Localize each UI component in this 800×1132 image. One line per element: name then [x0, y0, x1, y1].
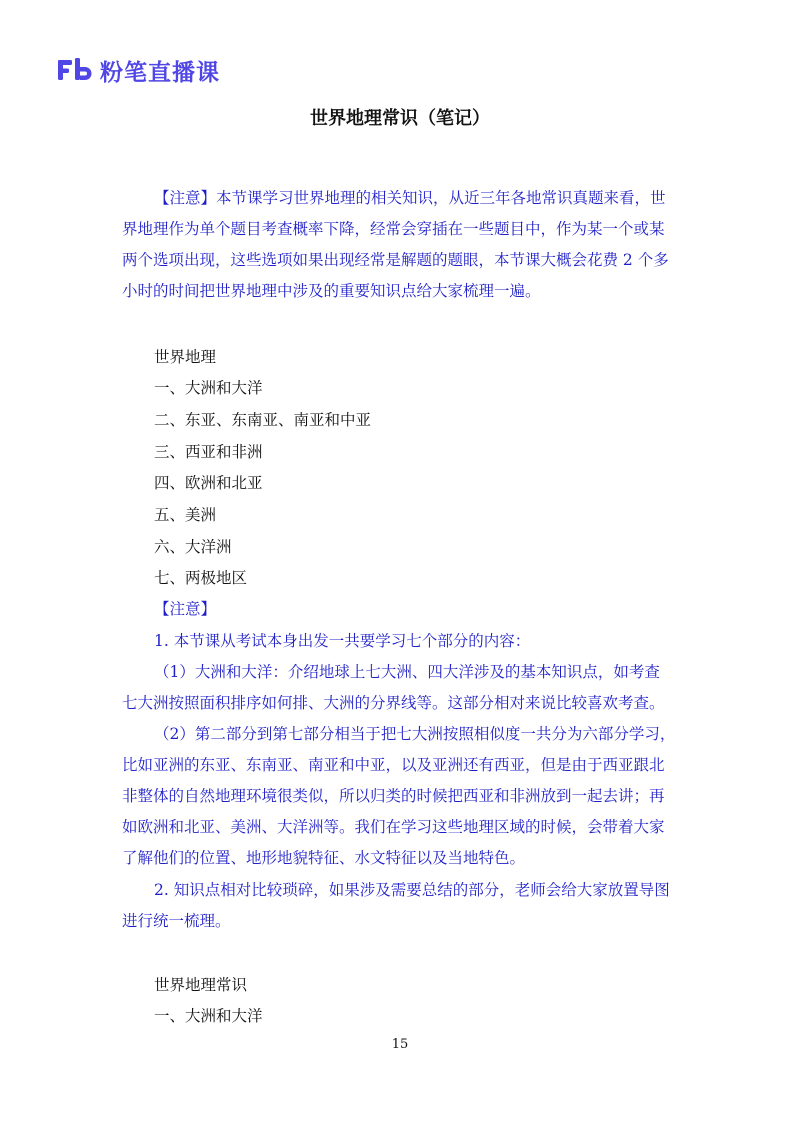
brand-logo [58, 56, 220, 84]
intro-note-line: 小时的时间把世界地理中涉及的重要知识点给大家梳理一遍。 [122, 282, 541, 300]
notes-line: 2. 知识点相对比较琐碎，如果涉及需要总结的部分，老师会给大家放置导图 [154, 881, 670, 899]
notes-line: （2）第二部分到第七部分相当于把七大洲按照相似度一共分为六部分学习， [154, 725, 676, 743]
intro-note-line: 界地理作为单个题目考查概率下降，经常会穿插在一些题目中，作为某一个或某 [122, 220, 665, 238]
notes-line: 进行统一梳理。 [122, 912, 231, 930]
notes-line: 非整体的自然地理环境很类似，所以归类的时候把西亚和非洲放到一起去讲；再 [122, 787, 665, 805]
outline-item: 四、欧洲和北亚 [154, 474, 263, 492]
notes-line: 如欧洲和北亚、美洲、大洋洲等。我们在学习这些地理区域的时候，会带着大家 [122, 818, 665, 836]
outline-item: 五、美洲 [154, 506, 217, 524]
fb-logo-icon [58, 58, 94, 82]
outline-item: 一、大洲和大洋 [154, 379, 263, 397]
notes-line: 1. 本节课从考试本身出发一共要学习七个部分的内容： [154, 632, 531, 650]
notes-line: （1）大洲和大洋：介绍地球上七大洲、四大洋涉及的基本知识点，如考查 [154, 663, 660, 681]
notes-line: 了解他们的位置、地形地貌特征、水文特征以及当地特色。 [122, 849, 526, 867]
outline-heading: 世界地理 [154, 348, 217, 366]
outline-item: 二、东亚、东南亚、南亚和中亚 [154, 411, 372, 429]
notes-heading: 【注意】 [154, 600, 217, 618]
outline-item: 三、西亚和非洲 [154, 443, 263, 461]
intro-note-line: 两个选项出现，这些选项如果出现经常是解题的题眼，本节课大概会花费 2 个多 [122, 251, 669, 269]
outline-item: 六、大洋洲 [154, 538, 232, 556]
page-number: 15 [391, 1037, 409, 1052]
intro-note-line: 【注意】本节课学习世界地理的相关知识，从近三年各地常识真题来看，世 [154, 189, 666, 207]
brand-name: 粉笔直播课 [100, 59, 220, 86]
section-heading: 世界地理常识 [154, 976, 248, 994]
section-item: 一、大洲和大洋 [154, 1007, 263, 1025]
notes-line: 比如亚洲的东亚、东南亚、南亚和中亚，以及亚洲还有西亚，但是由于西亚跟北 [122, 756, 665, 774]
notes-line: 七大洲按照面积排序如何排、大洲的分界线等。这部分相对来说比较喜欢考查。 [122, 694, 665, 712]
page-title: 世界地理常识（笔记） [310, 108, 490, 129]
outline-item: 七、两极地区 [154, 569, 248, 587]
